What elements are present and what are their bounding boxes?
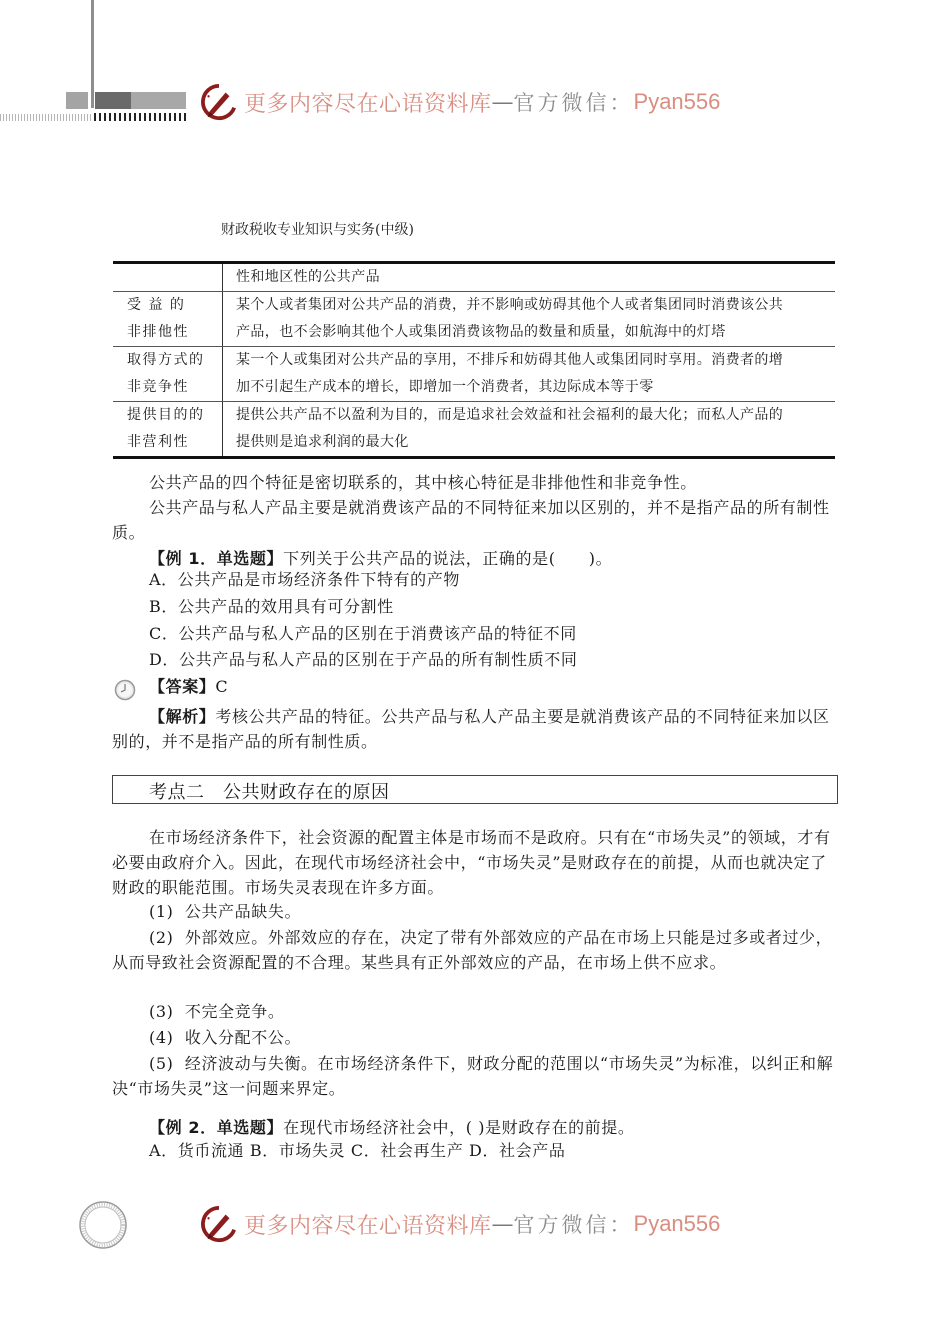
- list-item: [112, 1025, 838, 1050]
- banner-wechat-id: Pyan556: [633, 89, 721, 114]
- header-tick-strip: [0, 114, 93, 121]
- header-vertical-rule: [91, 0, 94, 108]
- head-line: 受 益 的: [127, 297, 186, 313]
- table-bottom-rule: [113, 456, 835, 459]
- list-item-text: 不完全竞争。: [184, 1002, 285, 1021]
- clock-icon: [114, 679, 136, 701]
- example1-answer: [149, 674, 228, 700]
- example1-analysis: [112, 704, 838, 754]
- example2-question: [149, 1115, 839, 1140]
- analysis-text: 考核公共产品的特征。公共产品与私人产品主要是就消费该产品的不同特征来加以区别的，并不是指产品的所有制性质。: [112, 707, 830, 751]
- paragraph: 公共产品与私人产品主要是就消费该产品的不同特征来加以区别的，并不是指产品的所有制性质。: [112, 498, 830, 542]
- example1-question-text: 下列关于公共产品的说法，正确的是( )。: [283, 549, 613, 568]
- pen-logo-icon: [200, 83, 238, 121]
- header-gray-block: [66, 92, 88, 109]
- head-line: 非营利性: [127, 434, 189, 450]
- table-body-cell: [223, 402, 835, 456]
- example1-option-b: B．公共产品的效用具有可分割性: [149, 597, 394, 616]
- list-item: [112, 899, 838, 924]
- list-item-number: (5): [149, 1054, 174, 1073]
- table-head-cell: [113, 264, 223, 291]
- list-item-text: 收入分配不公。: [184, 1028, 302, 1047]
- list-item-text: 外部效应。外部效应的存在，决定了带有外部效应的产品在市场上只能是过多或者过少，从而导致社会资源配置的不合理。某些具有正外部效应的产品，在市场上供不应求。: [112, 928, 833, 972]
- header-dark-block: [95, 92, 131, 109]
- banner-text: 更多内容尽在心语资料库: [244, 1213, 492, 1239]
- table-head-cell: [113, 347, 223, 401]
- features-table: [113, 261, 835, 459]
- table-row: [113, 347, 835, 402]
- running-header: 财政税收专业知识与实务(中级): [221, 222, 414, 238]
- section2-intro: 在市场经济条件下，社会资源的配置主体是市场而不是政府。只有在“市场失灵”的领域，才有必要由政府介入。因此，在现代市场经济社会中，“市场失灵”是财政存在的前提，从而也就决定了财政的职能范围。市场失灵表现在许多方面。: [112, 828, 831, 897]
- banner-dash: —: [491, 1211, 514, 1237]
- example1-option-c: C．公共产品与私人产品的区别在于消费该产品的特征不同: [149, 624, 577, 643]
- list-item-number: (4): [149, 1028, 174, 1047]
- example2-question-text: 在现代市场经济社会中，( )是财政存在的前提。: [283, 1118, 635, 1137]
- banner-wechat-label: 官方微信：: [513, 1213, 634, 1237]
- example1-option-a: A．公共产品是市场经济条件下特有的产物: [149, 570, 460, 589]
- table-body-cell: [223, 292, 835, 346]
- body-line: 产品，也不会影响其他个人或集团消费该物品的数量和质量，如航海中的灯塔: [236, 324, 726, 340]
- example2-tag: 【例 2．单选题】: [149, 1118, 284, 1137]
- list-item-number: (3): [149, 1002, 174, 1021]
- body-line: 性和地区性的公共产品: [236, 269, 380, 285]
- banner-dash: —: [491, 89, 514, 115]
- body-line: 提供则是追求利润的最大化: [236, 434, 409, 450]
- list-item: [112, 1051, 838, 1101]
- table-body-cell: [223, 264, 835, 291]
- bottom-banner: [200, 1204, 720, 1244]
- head-line: 取得方式的: [127, 352, 205, 368]
- table-head-cell: [113, 292, 223, 346]
- header-gray-block: [131, 92, 186, 109]
- body-line: 某个人或者集团对公共产品的消费，并不影响或妨碍其他个人或者集团同时消费该公共: [236, 297, 784, 313]
- table-head-cell: [113, 402, 223, 456]
- banner-text: 更多内容尽在心语资料库: [244, 91, 492, 117]
- header-tick-strip-dark: [94, 113, 186, 121]
- list-item-number: (1): [149, 902, 174, 921]
- top-banner: [200, 82, 720, 122]
- banner-wechat-id: Pyan556: [633, 1211, 721, 1236]
- table-row: [113, 264, 835, 292]
- seal-ring-icon: [78, 1200, 128, 1250]
- list-item: [112, 925, 838, 975]
- section-heading: 考点二 公共财政存在的原因: [149, 782, 390, 803]
- list-item: [112, 999, 838, 1024]
- list-item-text: 公共产品缺失。: [184, 902, 302, 921]
- body-line: 提供公共产品不以盈利为目的，而是追求社会效益和社会福利的最大化；而私人产品的: [236, 407, 784, 423]
- list-item-number: (2): [149, 928, 174, 947]
- answer-tag: 【答案】: [149, 677, 216, 696]
- body-line: 某一个人或集团对公共产品的享用，不排斥和妨碍其他人或集团同时享用。消费者的增: [236, 352, 784, 368]
- analysis-tag: 【解析】: [149, 707, 216, 726]
- paragraph: 公共产品的四个特征是密切联系的，其中核心特征是非排他性和非竞争性。: [149, 473, 697, 492]
- example2-options: A．货币流通 B．市场失灵 C．社会再生产 D．社会产品: [149, 1141, 566, 1160]
- table-row: [113, 402, 835, 456]
- head-line: 非竞争性: [127, 379, 189, 395]
- example1-tag: 【例 1．单选题】: [149, 549, 284, 568]
- pen-logo-icon: [200, 1205, 238, 1243]
- section-heading-box: [112, 775, 838, 804]
- head-line: 非排他性: [127, 324, 189, 340]
- head-line: 提供目的的: [127, 407, 205, 423]
- answer-value: C: [215, 677, 229, 696]
- list-item-text: 经济波动与失衡。在市场经济条件下，财政分配的范围以“市场失灵”为标准，以纠正和解决“市场失灵”这一问题来界定。: [112, 1054, 834, 1098]
- body-line: 加不引起生产成本的增长，即增加一个消费者，其边际成本等于零: [236, 379, 654, 395]
- table-row: [113, 292, 835, 347]
- table-body-cell: [223, 347, 835, 401]
- example1-option-d: D．公共产品与私人产品的区别在于产品的所有制性质不同: [149, 650, 578, 669]
- banner-wechat-label: 官方微信：: [513, 91, 634, 115]
